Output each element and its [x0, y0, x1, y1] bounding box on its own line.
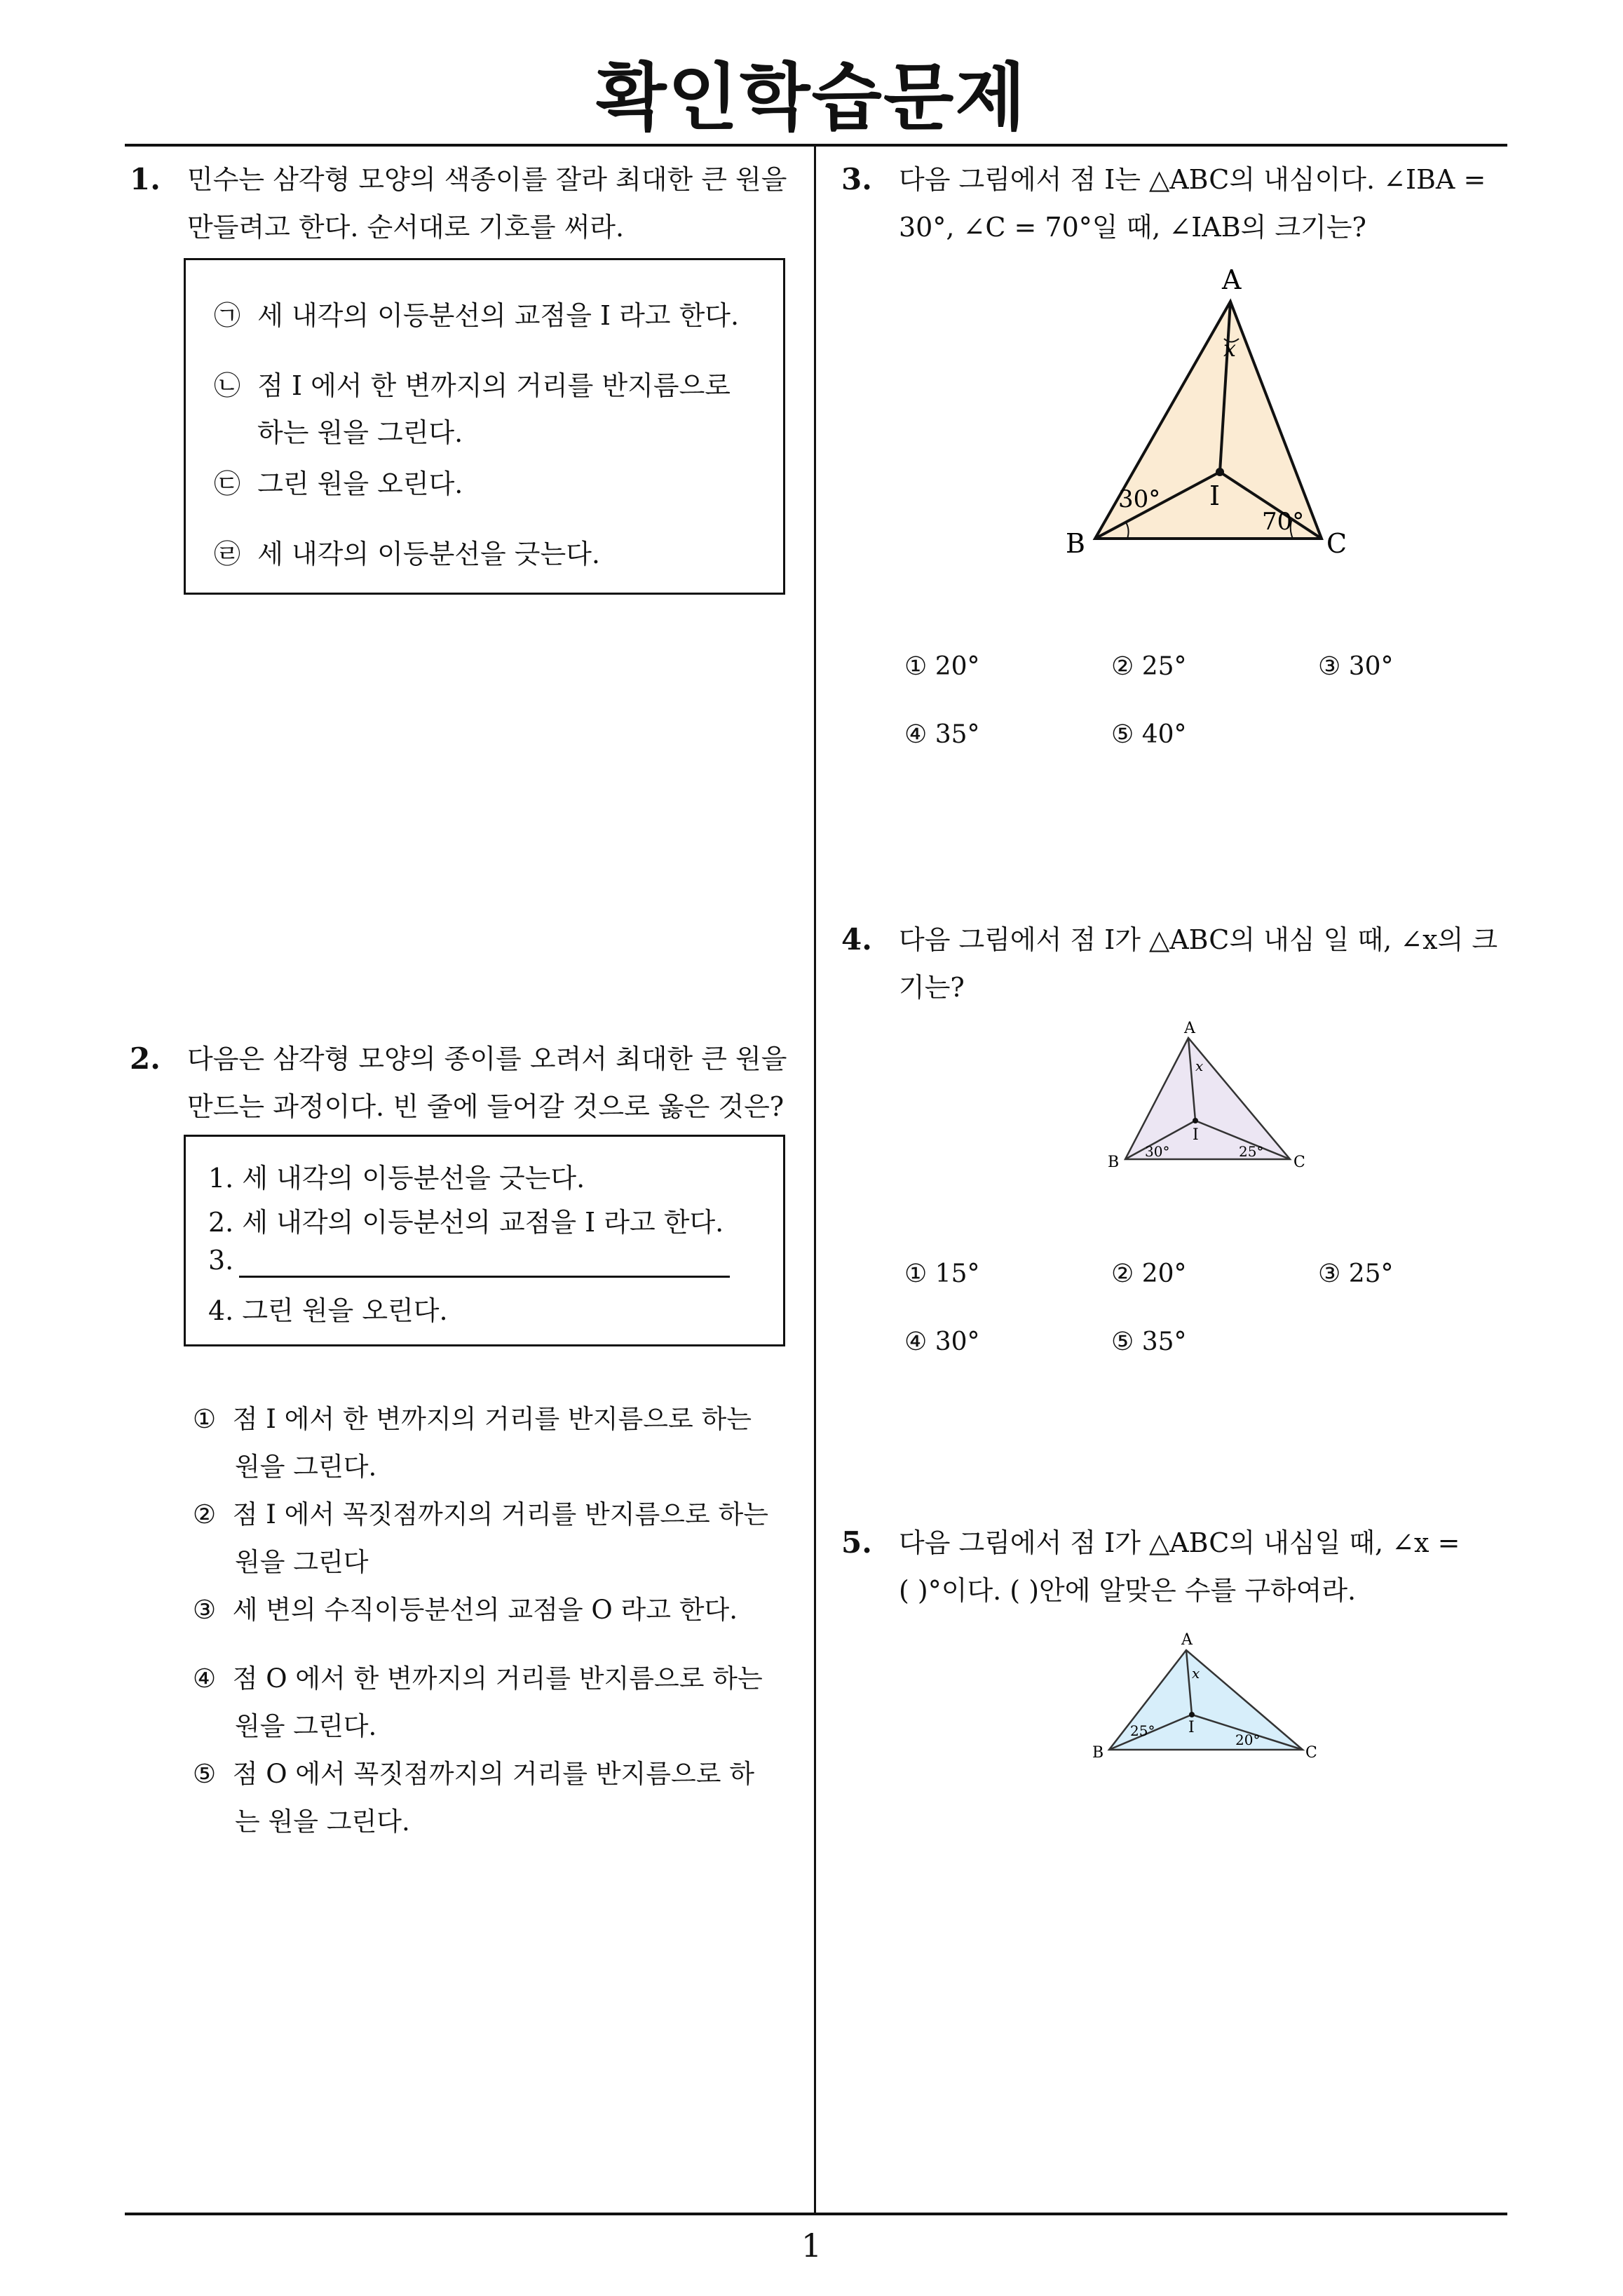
question-3 [841, 156, 1514, 251]
q2-step: 4. 그린 원을 오린다. [208, 1295, 448, 1326]
q4-choice[interactable]: ⑤ 35° [1111, 1328, 1187, 1356]
answer-blank [239, 1248, 730, 1278]
question-number: 5. [841, 1525, 872, 1560]
question-text: 다음은 삼각형 모양의 종이를 오려서 최대한 큰 원을 만드는 과정이다. 빈 줄에 들어갈 것으로 옳은 것은? [187, 1044, 787, 1122]
top-rule [125, 144, 1507, 147]
q1-item: ㉡ 점 I 에서 한 변까지의 거리를 반지름으로 [214, 370, 731, 401]
angle-x-label: x [1192, 1665, 1200, 1682]
q1-item: ㉣ 세 내각의 이등분선을 긋는다. [214, 539, 601, 569]
q4-choice[interactable]: ③ 25° [1318, 1260, 1394, 1288]
incenter-point [1193, 1118, 1198, 1123]
q3-choice[interactable]: ⑤ 40° [1111, 720, 1187, 749]
angle-c-label: 25° [1239, 1143, 1264, 1160]
question-1 [130, 156, 803, 251]
vertex-c-label: C [1326, 528, 1347, 559]
q3-choice[interactable]: ② 25° [1111, 652, 1187, 681]
q1-item-cont: 하는 원을 그린다. [257, 417, 463, 448]
q5-triangle-figure [1080, 1630, 1332, 1771]
q2-option: ⑤ 점 O 에서 꼭짓점까지의 거리를 반지름으로 하 는 원을 그린다. [193, 1759, 754, 1837]
q2-option: ④ 점 O 에서 한 변까지의 거리를 반지름으로 하는 원을 그린다. [193, 1663, 763, 1741]
page-title: 확인학습문제 [596, 55, 1027, 140]
question-2 [130, 1035, 803, 1130]
question-text: 다음 그림에서 점 I가 △ABC의 내심일 때, ∠x = ( )°이다. ( )안에 알맞은 수를 구하여라. [899, 1527, 1460, 1606]
question-text: 다음 그림에서 점 I는 △ABC의 내심이다. ∠IBA = 30°, ∠C = 70°일 때, ∠IAB의 크기는? [899, 164, 1486, 243]
q4-choice[interactable]: ④ 30° [904, 1328, 980, 1356]
triangle-abc [1125, 1038, 1290, 1159]
vertex-c-label: C [1305, 1744, 1317, 1762]
vertex-a-label: A [1184, 1020, 1195, 1037]
question-5 [841, 1519, 1514, 1614]
angle-x-label: x [1223, 335, 1237, 362]
incenter-point [1216, 468, 1224, 476]
q3-choice[interactable]: ④ 35° [904, 720, 980, 749]
vertex-b-label: B [1066, 528, 1085, 559]
angle-b-label: 30° [1118, 485, 1161, 513]
angle-c-label: 20° [1235, 1731, 1261, 1748]
q2-step-blank: 3. [208, 1245, 730, 1278]
angle-c-label: 70° [1262, 508, 1305, 536]
vertex-c-label: C [1293, 1154, 1305, 1171]
vertex-b-label: B [1092, 1744, 1104, 1762]
question-text: 다음 그림에서 점 I가 △ABC의 내심 일 때, ∠x의 크 기는? [899, 924, 1498, 1003]
page-number: 1 [801, 2227, 822, 2264]
question-text: 민수는 삼각형 모양의 색종이를 잘라 최대한 큰 원을 만들려고 한다. 순서대로 기호를 써라. [187, 164, 787, 243]
question-4 [841, 916, 1514, 1011]
vertex-b-label: B [1108, 1154, 1120, 1171]
q4-choice[interactable]: ② 20° [1111, 1260, 1187, 1288]
vertex-a-label: A [1181, 1631, 1193, 1649]
q4-triangle-figure [1097, 1020, 1322, 1182]
q1-item: ㉠ 세 내각의 이등분선의 교점을 I 라고 한다. [214, 300, 740, 331]
incenter-label: I [1193, 1126, 1199, 1144]
q2-step: 1. 세 내각의 이등분선을 긋는다. [208, 1163, 585, 1194]
q3-triangle-figure [1052, 266, 1367, 575]
incenter-label: I [1209, 480, 1221, 511]
column-divider [814, 145, 816, 2214]
question-number: 1. [130, 162, 161, 196]
q3-choice[interactable]: ③ 30° [1318, 652, 1394, 681]
q2-steps-box [184, 1135, 785, 1346]
q2-option: ③ 세 변의 수직이등분선의 교점을 O 라고 한다. [193, 1595, 738, 1625]
q2-option: ① 점 I 에서 한 변까지의 거리를 반지름으로 하는 원을 그린다. [193, 1404, 752, 1482]
angle-x-label: x [1195, 1058, 1204, 1074]
angle-b-label: 25° [1130, 1722, 1155, 1739]
incenter-label: I [1188, 1719, 1195, 1736]
vertex-a-label: A [1222, 266, 1242, 295]
q4-choice[interactable]: ① 15° [904, 1260, 980, 1288]
bottom-rule [125, 2213, 1507, 2215]
question-number: 4. [841, 922, 872, 957]
question-number: 3. [841, 162, 872, 196]
question-number: 2. [130, 1041, 161, 1076]
q1-item: ㉢ 그린 원을 오린다. [214, 468, 463, 499]
q2-option: ② 점 I 에서 꼭짓점까지의 거리를 반지름으로 하는 원을 그린다 [193, 1499, 768, 1577]
angle-b-label: 30° [1145, 1143, 1170, 1160]
q1-steps-box [184, 258, 785, 595]
q3-choice[interactable]: ① 20° [904, 652, 980, 681]
incenter-point [1189, 1712, 1195, 1717]
q2-step: 2. 세 내각의 이등분선의 교점을 I 라고 한다. [208, 1207, 724, 1238]
